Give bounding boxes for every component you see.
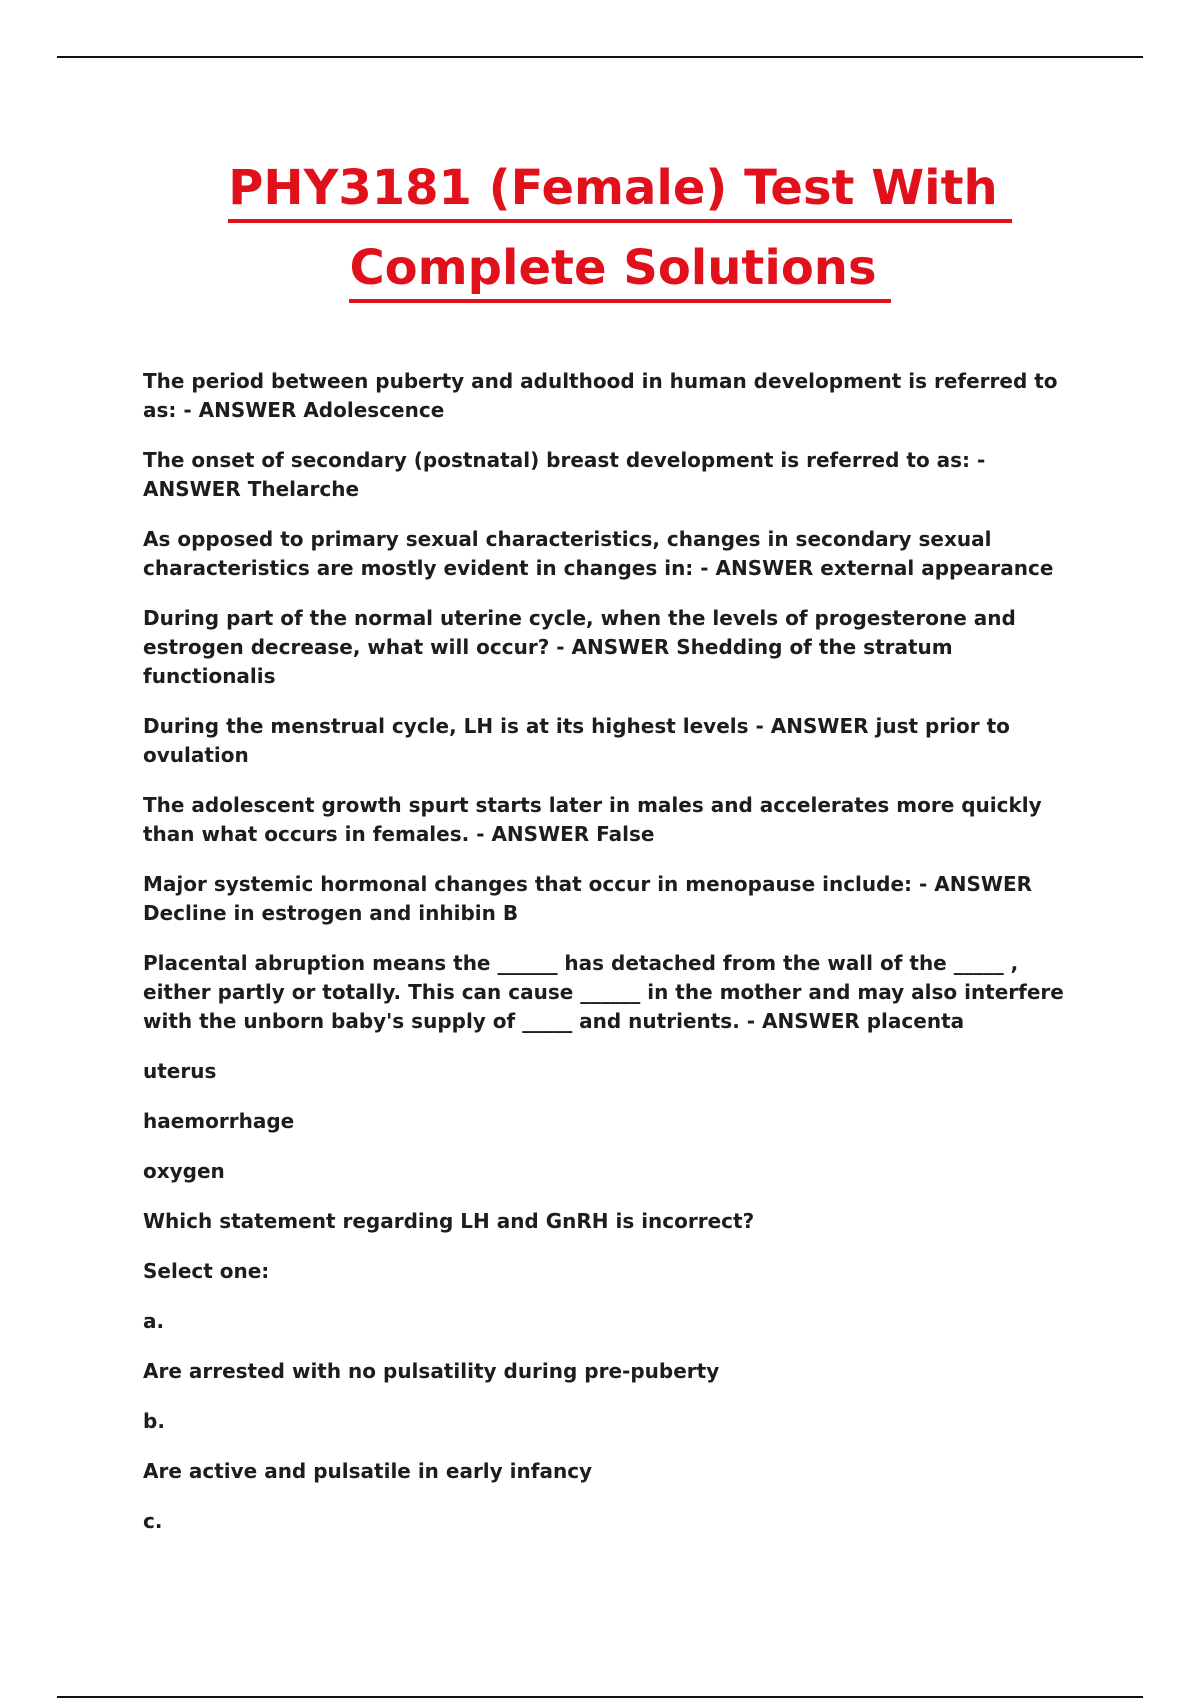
- paragraph: b.: [143, 1409, 165, 1433]
- top-rule: [57, 56, 1143, 58]
- paragraph: During the menstrual cycle, LH is at its highest levels - ANSWER just prior to ovulation: [143, 714, 1010, 767]
- paragraph: haemorrhage: [143, 1109, 295, 1133]
- title-line-2: Complete Solutions: [349, 237, 890, 303]
- paragraph: a.: [143, 1309, 165, 1333]
- title-line-1: PHY3181 (Female) Test With: [228, 157, 1011, 223]
- paragraph: Are arrested with no pulsatility during pre-puberty: [143, 1359, 720, 1383]
- paragraph: c.: [143, 1509, 163, 1533]
- bottom-rule: [57, 1696, 1143, 1698]
- document-body: [143, 367, 1083, 1557]
- paragraph: Are active and pulsatile in early infancy: [143, 1459, 593, 1483]
- paragraph: The adolescent growth spurt starts later in males and accelerates more quickly than what occurs in females. - ANSWER False: [143, 793, 1042, 846]
- document-title: [0, 148, 1200, 308]
- paragraph: As opposed to primary sexual characteristics, changes in secondary sexual characteristics are mostly evident in changes in: - ANSWER external appearance: [143, 527, 1054, 580]
- paragraph: Select one:: [143, 1259, 270, 1283]
- paragraph: oxygen: [143, 1159, 225, 1183]
- paragraph: During part of the normal uterine cycle, when the levels of progesterone and estrogen decrease, what will occur? - ANSWER Shedding of the stratum functionalis: [143, 606, 1016, 688]
- paragraph: The period between puberty and adulthood in human development is referred to as: - ANSWER Adolescence: [143, 369, 1058, 422]
- paragraph: uterus: [143, 1059, 217, 1083]
- paragraph: Major systemic hormonal changes that occur in menopause include: - ANSWER Decline in estrogen and inhibin B: [143, 872, 1033, 925]
- paragraph: Placental abruption means the ______ has detached from the wall of the _____ , either partly or totally. This can cause ______ in the mother and may also interfere with the unborn baby's supply of _____ and nutrients. - ANSWER placenta: [143, 951, 1064, 1033]
- paragraph: Which statement regarding LH and GnRH is incorrect?: [143, 1209, 755, 1233]
- paragraph: The onset of secondary (postnatal) breast development is referred to as: - ANSWER Thelarche: [143, 448, 986, 501]
